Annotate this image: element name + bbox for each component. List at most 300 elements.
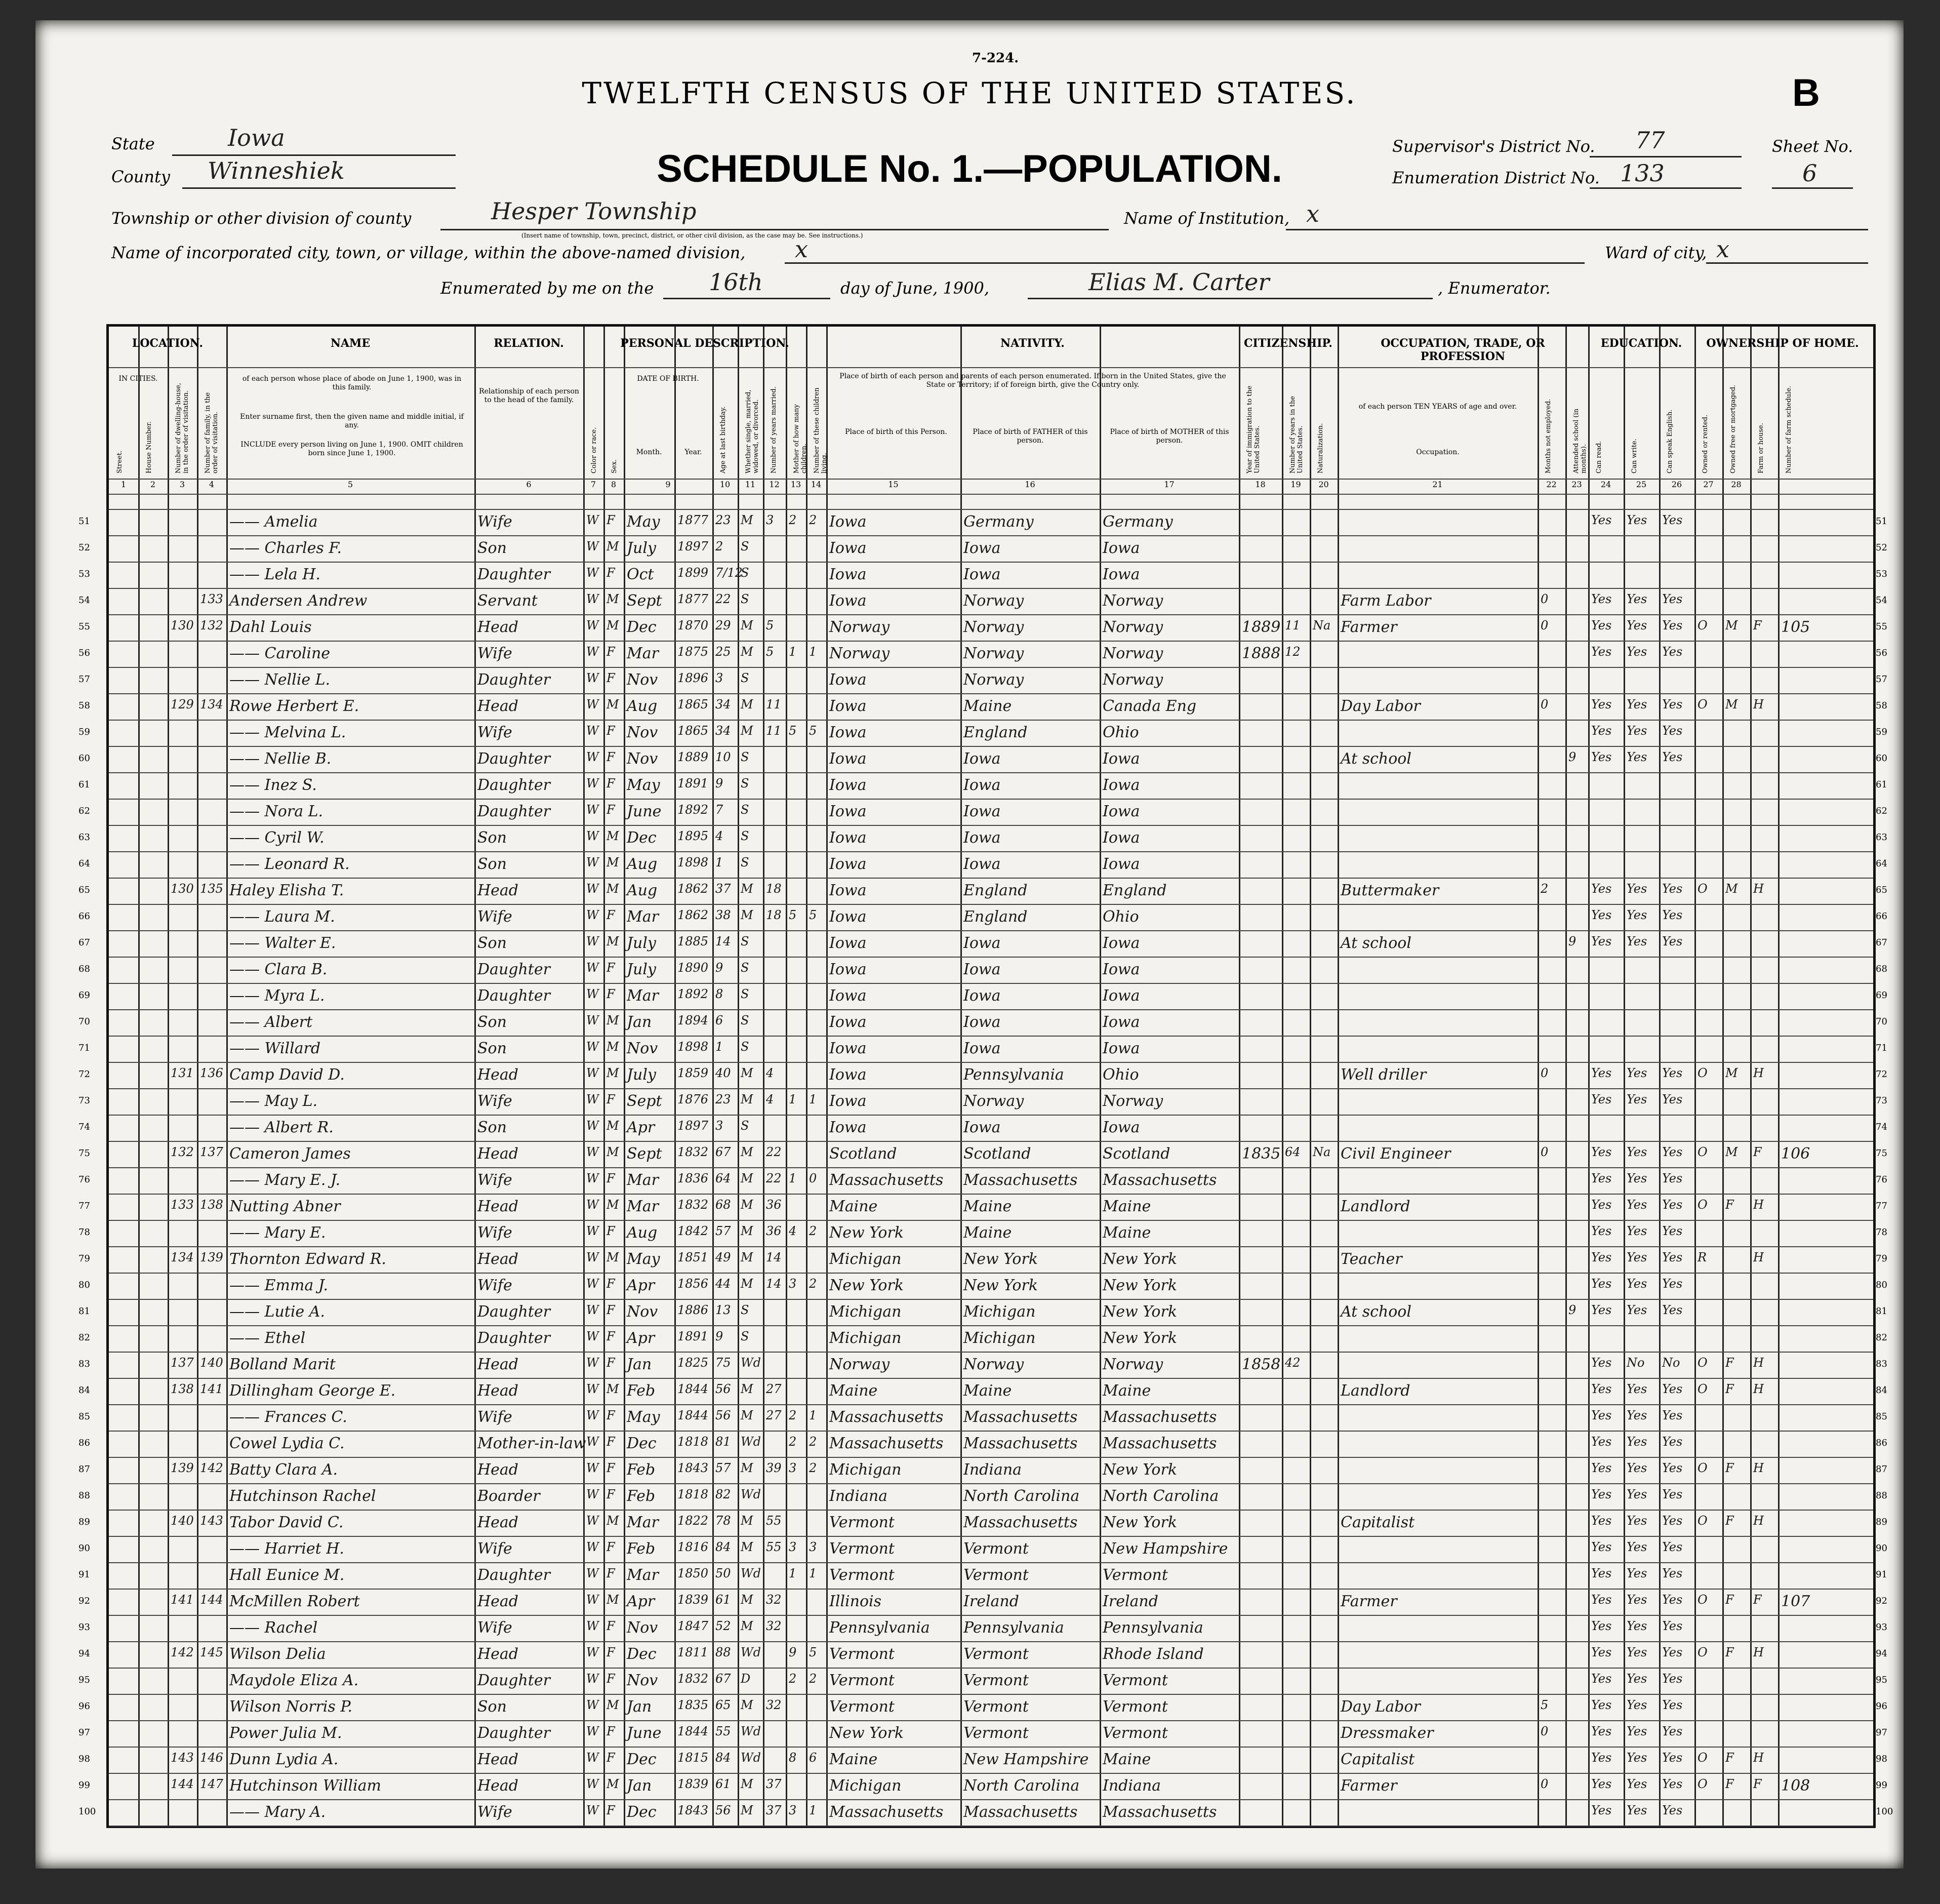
cell-own: O <box>1697 618 1708 632</box>
column-group-header: PERSONAL DESCRIPTION. <box>620 337 789 350</box>
cell-s: M <box>607 1066 619 1080</box>
cell-occ: Capitalist <box>1341 1514 1415 1531</box>
cell-d: 131 <box>171 1066 194 1080</box>
cell-wr: Yes <box>1627 1066 1647 1080</box>
cell-s: F <box>607 1540 615 1554</box>
cell-f: 132 <box>200 618 223 632</box>
cell-mc: 1 <box>789 1171 797 1185</box>
cell-ms: M <box>741 697 753 711</box>
cell-fa: Massachusetts <box>963 1803 1078 1821</box>
cell-rel: Son <box>477 1698 507 1716</box>
cell-s: F <box>607 1171 615 1185</box>
row-number: 100 <box>1876 1806 1893 1817</box>
row-number: 68 <box>78 964 90 974</box>
cell-wr: Yes <box>1627 1171 1647 1185</box>
cell-s: F <box>607 1645 615 1659</box>
cell-age: 84 <box>715 1751 731 1765</box>
cell-s: F <box>607 566 615 580</box>
cell-s: F <box>607 1751 615 1765</box>
sheet-number-label: Sheet No. <box>1772 137 1853 156</box>
cell-yr: 1843 <box>677 1461 709 1475</box>
cell-c: W <box>586 961 599 975</box>
cell-yr: 1825 <box>677 1356 709 1370</box>
column-group-header: LOCATION. <box>132 337 204 350</box>
cell-mo: Mar <box>627 1514 659 1531</box>
cell-mo-pob: Norway <box>1103 618 1163 636</box>
cell-yr: 1842 <box>677 1224 709 1238</box>
column-number: 19 <box>1290 480 1301 489</box>
cell-rel: Wife <box>477 645 512 662</box>
cell-mo: Dec <box>627 618 657 636</box>
cell-name: Batty Clara A. <box>229 1461 338 1479</box>
cell-wr: Yes <box>1627 1408 1647 1422</box>
column-number: 5 <box>347 480 353 489</box>
cell-mo: Sept <box>627 1145 662 1163</box>
cell-s: F <box>607 1092 615 1106</box>
cell-f: 138 <box>200 1198 223 1212</box>
cell-name: Bolland Marit <box>229 1356 336 1373</box>
cell-rel: Daughter <box>477 961 550 978</box>
cell-ms: M <box>741 882 753 896</box>
cell-rd: Yes <box>1591 1356 1612 1370</box>
cell-fh: H <box>1753 1356 1764 1370</box>
row-number: 93 <box>1876 1622 1887 1633</box>
cell-mo: Dec <box>627 1751 657 1768</box>
row-number: 100 <box>78 1806 96 1817</box>
cell-rd: Yes <box>1591 1566 1612 1580</box>
cell-c: W <box>586 1408 599 1422</box>
cell-rel: Head <box>477 1461 519 1479</box>
row-number: 83 <box>78 1359 90 1369</box>
cell-yr: 1897 <box>677 1119 709 1133</box>
cell-mo-pob: Massachusetts <box>1103 1171 1217 1189</box>
cell-c: W <box>586 566 599 580</box>
cell-rd: Yes <box>1591 1751 1612 1765</box>
cell-age: 84 <box>715 1540 731 1554</box>
cell-name: Cameron James <box>229 1145 351 1163</box>
column-number: 24 <box>1600 480 1611 489</box>
cell-c: W <box>586 829 599 843</box>
cell-mo: Nov <box>627 1303 658 1321</box>
cell-mo: Feb <box>627 1382 656 1400</box>
cell-rd: Yes <box>1591 1514 1612 1528</box>
cell-name: Wilson Norris P. <box>229 1698 352 1716</box>
cell-c: W <box>586 1092 599 1106</box>
cell-mo: Dec <box>627 1803 657 1821</box>
cell-rel: Daughter <box>477 1329 550 1347</box>
cell-d: 130 <box>171 882 194 896</box>
cell-c: W <box>586 855 599 869</box>
row-number: 90 <box>78 1543 90 1554</box>
cell-ym: 22 <box>766 1171 782 1185</box>
row-number: 73 <box>1876 1095 1887 1106</box>
county-label: County <box>111 167 170 186</box>
cell-yr: 1832 <box>677 1198 709 1212</box>
cell-mo: Nov <box>627 1040 658 1057</box>
cell-mo: Jan <box>627 1356 652 1373</box>
cell-fm: M <box>1725 618 1738 632</box>
cell-yr: 1895 <box>677 829 709 843</box>
column-sub-header: Place of birth of MOTHER of this person. <box>1110 428 1229 445</box>
cell-c: W <box>586 1672 599 1686</box>
column-group-header: OWNERSHIP OF HOME. <box>1706 337 1859 350</box>
cell-name: —— Caroline <box>229 645 331 662</box>
row-number: 88 <box>78 1490 90 1501</box>
cell-f: 144 <box>200 1593 223 1607</box>
cell-ms: S <box>741 855 749 869</box>
cell-mo-pob: Norway <box>1103 592 1163 610</box>
cell-age: 67 <box>715 1672 731 1686</box>
row-number: 81 <box>78 1306 90 1317</box>
cell-rd: Yes <box>1591 750 1612 764</box>
cell-occ: Farmer <box>1341 1777 1397 1795</box>
cell-rel: Wife <box>477 1277 512 1294</box>
cell-yr: 1899 <box>677 566 709 580</box>
cell-name: —— Cyril W. <box>229 829 325 847</box>
cell-d: 134 <box>171 1250 194 1264</box>
cell-occ: Farmer <box>1341 1593 1397 1610</box>
cell-d: 142 <box>171 1645 194 1659</box>
row-number: 58 <box>1876 700 1887 711</box>
cell-en: Yes <box>1662 934 1683 948</box>
row-number: 64 <box>1876 858 1887 869</box>
cell-mo-pob: Iowa <box>1103 803 1140 820</box>
cell-own: O <box>1697 1066 1708 1080</box>
cell-sch: 9 <box>1568 750 1577 764</box>
cell-age: 3 <box>715 671 723 685</box>
cell-ms: M <box>741 1250 753 1264</box>
cell-name: —— Leonard R. <box>229 855 350 873</box>
cell-age: 57 <box>715 1461 731 1475</box>
cell-rel: Wife <box>477 1171 512 1189</box>
cell-ms: M <box>741 1514 753 1528</box>
cell-ym: 14 <box>766 1250 782 1264</box>
cell-mo: Mar <box>627 987 659 1005</box>
cell-fa: Maine <box>963 1224 1012 1242</box>
cell-fa: Iowa <box>963 803 1001 820</box>
cell-mne: 0 <box>1541 1777 1549 1791</box>
cell-yr: 1851 <box>677 1250 709 1264</box>
cell-ms: M <box>741 1145 753 1159</box>
row-number: 66 <box>78 911 90 922</box>
column-number: 2 <box>150 480 156 489</box>
cell-ms: Wd <box>741 1645 761 1659</box>
cell-wr: Yes <box>1627 882 1647 896</box>
cell-age: 23 <box>715 513 731 527</box>
cell-ym: 4 <box>766 1066 774 1080</box>
cell-rel: Daughter <box>477 1566 550 1584</box>
cell-ms: M <box>741 1224 753 1238</box>
cell-yr: 1894 <box>677 1013 709 1027</box>
cell-pob: Illinois <box>829 1593 882 1610</box>
cell-name: —— Mary E. J. <box>229 1171 341 1189</box>
cell-yr: 1885 <box>677 934 709 948</box>
cell-rd: Yes <box>1591 1435 1612 1449</box>
cell-wr: Yes <box>1627 1277 1647 1291</box>
cell-own: R <box>1697 1250 1707 1264</box>
cell-ms: S <box>741 961 749 975</box>
cell-rd: Yes <box>1591 513 1612 527</box>
row-number: 99 <box>78 1780 90 1791</box>
cell-name: —— Laura M. <box>229 908 335 926</box>
document-title: TWELFTH CENSUS OF THE UNITED STATES. <box>582 76 1357 110</box>
cell-age: 7/12 <box>715 566 743 580</box>
cell-age: 40 <box>715 1066 731 1080</box>
cell-pob: Iowa <box>829 566 867 583</box>
cell-c: W <box>586 987 599 1001</box>
cell-mo-pob: Ohio <box>1103 724 1139 741</box>
column-number: 26 <box>1671 480 1682 489</box>
row-number: 57 <box>1876 674 1887 685</box>
cell-s: F <box>607 1408 615 1422</box>
cell-c: W <box>586 1013 599 1027</box>
cell-fa: Iowa <box>963 1013 1001 1031</box>
row-number: 94 <box>1876 1648 1887 1659</box>
cell-pob: Iowa <box>829 592 867 610</box>
cell-yr: 1844 <box>677 1382 709 1396</box>
cell-mo-pob: Ohio <box>1103 908 1139 926</box>
cell-en: Yes <box>1662 618 1683 632</box>
cell-yr: 1865 <box>677 724 709 738</box>
cell-mo: Nov <box>627 671 658 689</box>
cell-ym: 32 <box>766 1593 782 1607</box>
cell-pob: Iowa <box>829 1013 867 1031</box>
cell-ym: 27 <box>766 1408 782 1422</box>
cell-mo: May <box>627 1250 660 1268</box>
cell-yr: 1877 <box>677 513 709 527</box>
cell-fm: F <box>1725 1645 1734 1659</box>
row-number: 81 <box>1876 1306 1887 1317</box>
column-number: 12 <box>769 480 780 489</box>
cell-ms: S <box>741 592 749 606</box>
cell-c: W <box>586 645 599 659</box>
cell-s: M <box>607 1593 619 1607</box>
cell-age: 38 <box>715 908 731 922</box>
cell-name: —— Ethel <box>229 1329 306 1347</box>
cell-ms: M <box>741 618 753 632</box>
cell-rel: Wife <box>477 908 512 926</box>
cell-ym: 36 <box>766 1224 782 1238</box>
city-value: x <box>795 235 808 263</box>
cell-fa: Norway <box>963 592 1024 610</box>
column-number: 6 <box>526 480 532 489</box>
cell-name: —— Inez S. <box>229 776 317 794</box>
cell-name: —— Charles F. <box>229 539 342 557</box>
cell-age: 1 <box>715 855 723 869</box>
cell-rd: Yes <box>1591 645 1612 659</box>
cell-mo: Jan <box>627 1698 652 1716</box>
cell-fm: M <box>1725 882 1738 896</box>
column-sub-header: Enter surname first, then the given name and middle initial, if any. <box>240 413 464 429</box>
cell-mo-pob: New York <box>1103 1514 1177 1531</box>
cell-f: 136 <box>200 1066 223 1080</box>
enumerator-signature: Elias M. Carter <box>1088 268 1270 296</box>
cell-en: Yes <box>1662 592 1683 606</box>
cell-c: W <box>586 1066 599 1080</box>
cell-c: W <box>586 618 599 632</box>
cell-age: 9 <box>715 961 723 975</box>
cell-rel: Son <box>477 1013 507 1031</box>
cell-ym: 4 <box>766 1092 774 1106</box>
cell-fh: H <box>1753 1461 1764 1475</box>
cell-fa: Michigan <box>963 1303 1036 1321</box>
cell-wr: Yes <box>1627 1198 1647 1212</box>
cell-mo-pob: Iowa <box>1103 855 1140 873</box>
row-number: 62 <box>78 806 90 816</box>
cell-fa: Iowa <box>963 750 1001 768</box>
cell-ym: 11 <box>766 724 782 738</box>
cell-age: 23 <box>715 1092 731 1106</box>
cell-rel: Son <box>477 934 507 952</box>
cell-fa: Scotland <box>963 1145 1031 1163</box>
cell-fm: M <box>1725 1066 1738 1080</box>
cell-occ: At school <box>1341 1303 1411 1321</box>
census-sheet <box>35 20 1904 1869</box>
cell-mc: 3 <box>789 1277 797 1291</box>
cell-name: —— Rachel <box>229 1619 318 1637</box>
cell-rel: Head <box>477 1514 519 1531</box>
cell-yr: 1896 <box>677 671 709 685</box>
cell-rel: Head <box>477 1777 519 1795</box>
cell-name: Maydole Eliza A. <box>229 1672 359 1689</box>
cell-ms: S <box>741 1303 749 1317</box>
cell-s: M <box>607 829 619 843</box>
row-number: 70 <box>78 1016 90 1027</box>
cell-yr: 1847 <box>677 1619 709 1633</box>
cell-c: W <box>586 1145 599 1159</box>
row-number: 78 <box>1876 1227 1887 1238</box>
cell-pob: Michigan <box>829 1303 902 1321</box>
column-sub-header: Place of birth of FATHER of this person. <box>973 428 1088 445</box>
cell-fa: Massachusetts <box>963 1408 1078 1426</box>
cell-name: Hutchinson William <box>229 1777 381 1795</box>
cell-name: Cowel Lydia C. <box>229 1435 345 1452</box>
cell-ym: 37 <box>766 1777 782 1791</box>
cell-nat: Na <box>1313 618 1331 632</box>
cell-mo-pob: Iowa <box>1103 776 1140 794</box>
cell-fm: F <box>1725 1751 1734 1765</box>
cell-rel: Daughter <box>477 803 550 820</box>
cell-mo-pob: New York <box>1103 1303 1177 1321</box>
cell-rel: Head <box>477 1356 519 1373</box>
cell-ms: S <box>741 776 749 790</box>
cell-own: O <box>1697 1514 1708 1528</box>
cell-mo-pob: Norway <box>1103 1356 1163 1373</box>
cell-s: M <box>607 1013 619 1027</box>
cell-ms: M <box>741 1803 753 1817</box>
cell-rel: Head <box>477 1645 519 1663</box>
cell-fh: H <box>1753 1514 1764 1528</box>
row-number: 54 <box>78 595 90 606</box>
row-number: 87 <box>78 1464 90 1475</box>
cell-ms: M <box>741 1198 753 1212</box>
row-number: 74 <box>78 1122 90 1132</box>
row-number: 63 <box>1876 832 1887 843</box>
cell-fa: England <box>963 908 1028 926</box>
cell-mo: July <box>627 1066 656 1084</box>
cell-ms: M <box>741 1593 753 1607</box>
cell-mo: Apr <box>627 1119 655 1136</box>
cell-s: M <box>607 1514 619 1528</box>
cell-wr: Yes <box>1627 1224 1647 1238</box>
cell-name: Andersen Andrew <box>229 592 368 610</box>
cell-s: M <box>607 1145 619 1159</box>
cell-s: F <box>607 1566 615 1580</box>
ward-label: Ward of city, <box>1605 243 1707 262</box>
cell-mne: 5 <box>1541 1698 1549 1712</box>
cell-mo: Mar <box>627 908 659 926</box>
cell-ms: S <box>741 750 749 764</box>
cell-cl: 3 <box>809 1540 817 1554</box>
cell-ms: Wd <box>741 1566 761 1580</box>
cell-fa: Iowa <box>963 934 1001 952</box>
cell-age: 88 <box>715 1645 731 1659</box>
cell-yr: 1865 <box>677 697 709 711</box>
cell-pob: New York <box>829 1224 904 1242</box>
cell-cl: 1 <box>809 1092 817 1106</box>
cell-name: Nutting Abner <box>229 1198 341 1215</box>
cell-mc: 4 <box>789 1224 797 1238</box>
cell-ms: S <box>741 566 749 580</box>
cell-wr: Yes <box>1627 908 1647 922</box>
cell-fa: Pennsylvania <box>963 1619 1064 1637</box>
cell-s: M <box>607 1119 619 1133</box>
cell-en: Yes <box>1662 908 1683 922</box>
cell-name: Hall Eunice M. <box>229 1566 345 1584</box>
cell-fa: Iowa <box>963 987 1001 1005</box>
cell-imm: 1888 <box>1242 645 1281 662</box>
cell-cl: 2 <box>809 1277 817 1291</box>
cell-name: —— Emma J. <box>229 1277 328 1294</box>
cell-d: 133 <box>171 1198 194 1212</box>
cell-age: 56 <box>715 1408 731 1422</box>
cell-fh: H <box>1753 1066 1764 1080</box>
cell-sch: 9 <box>1568 1303 1577 1317</box>
cell-fa: Iowa <box>963 829 1001 847</box>
cell-mo: Aug <box>627 855 658 873</box>
cell-ms: S <box>741 803 749 817</box>
cell-s: F <box>607 513 615 527</box>
cell-name: Hutchinson Rachel <box>229 1487 376 1505</box>
vertical-column-header: Number of dwelling-house, in the order of visitation. <box>175 383 190 473</box>
cell-en: Yes <box>1662 1593 1683 1607</box>
column-number: 7 <box>590 480 596 489</box>
cell-ms: S <box>741 1119 749 1133</box>
cell-rel: Daughter <box>477 1724 550 1742</box>
cell-en: Yes <box>1662 1751 1683 1765</box>
cell-c: W <box>586 697 599 711</box>
cell-age: 49 <box>715 1250 731 1264</box>
cell-ms: Wd <box>741 1724 761 1738</box>
cell-ym: 18 <box>766 882 782 896</box>
cell-pob: Vermont <box>829 1672 895 1689</box>
row-number: 66 <box>1876 911 1887 922</box>
cell-cl: 1 <box>809 1408 817 1422</box>
cell-ms: S <box>741 934 749 948</box>
cell-yr: 1832 <box>677 1672 709 1686</box>
cell-wr: Yes <box>1627 934 1647 948</box>
cell-age: 1 <box>715 1040 723 1054</box>
cell-wr: Yes <box>1627 1566 1647 1580</box>
cell-s: F <box>607 908 615 922</box>
cell-rd: Yes <box>1591 1303 1612 1317</box>
cell-mo-pob: Maine <box>1103 1751 1151 1768</box>
cell-mo-pob: Pennsylvania <box>1103 1619 1203 1637</box>
cell-ym: 5 <box>766 645 774 659</box>
cell-ms: M <box>741 1066 753 1080</box>
cell-c: W <box>586 1329 599 1343</box>
row-number: 56 <box>78 648 90 658</box>
